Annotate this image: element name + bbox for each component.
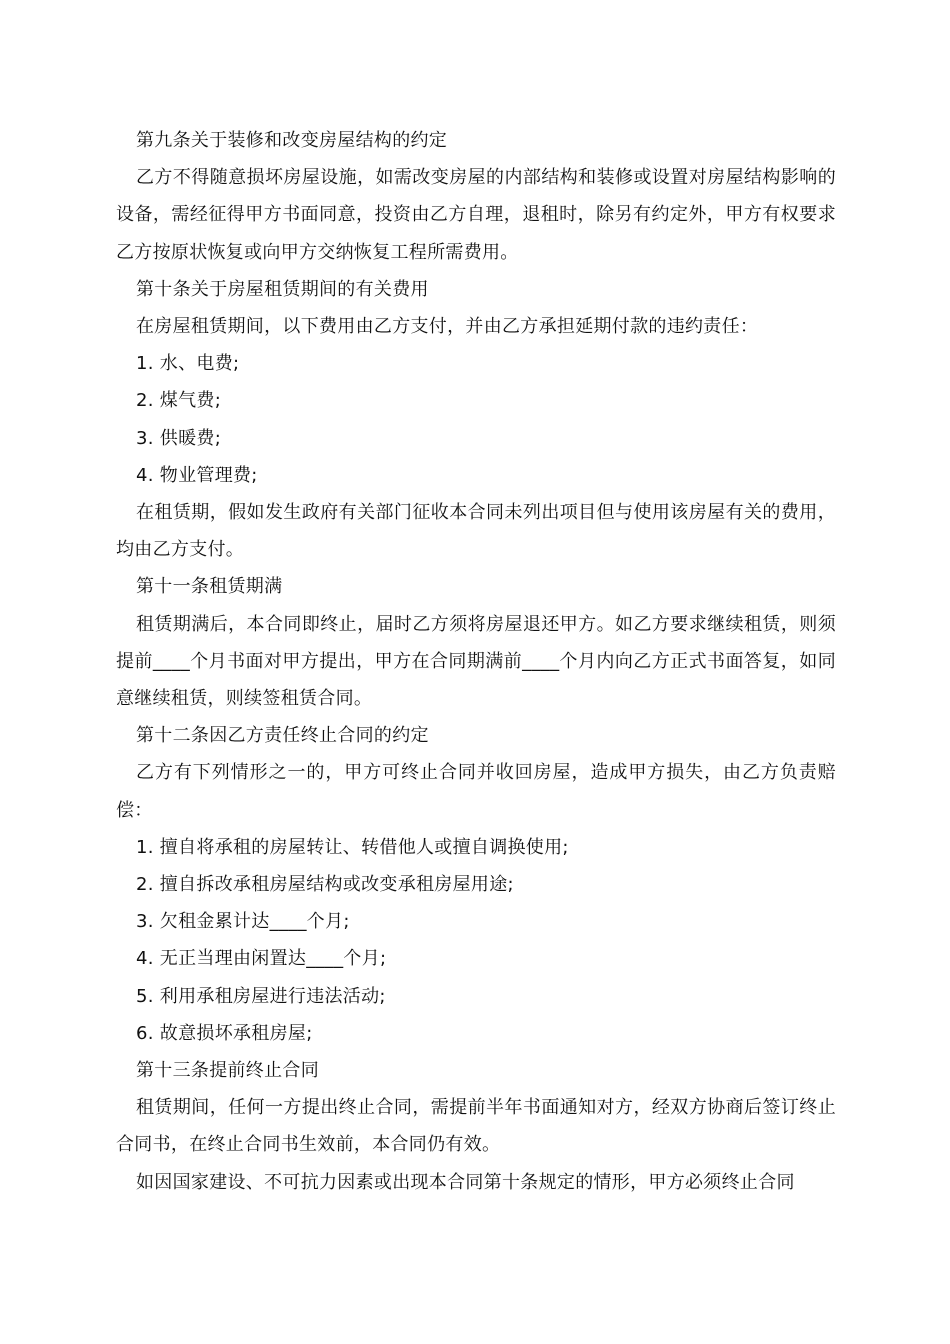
termination-item-2: 2. 擅自拆改承租房屋结构或改变承租房屋用途; xyxy=(136,874,514,896)
article-13-text: 租赁期间，任何一方提出终止合同，需提前半年书面通知对方，经双方协商后签订终止合同书，在终止合同书生效前，本合同仍有效。 xyxy=(116,1097,836,1156)
article-10-heading: 第十条关于房屋租赁期间的有关费用 xyxy=(136,278,429,300)
article-11-text: 租赁期满后，本合同即终止，届时乙方须将房屋退还甲方。如乙方要求继续租赁，则须提前____个月书面对甲方提出，甲方在合同期满前____个月内向乙方正式书面答复，如同意继续租赁，则续签租赁合同。 xyxy=(116,613,836,710)
article-10-intro: 在房屋租赁期间，以下费用由乙方支付，并由乙方承担延期付款的违约责任： xyxy=(136,316,759,338)
document-body xyxy=(116,122,836,1201)
article-10-text: 在租赁期，假如发生政府有关部门征收本合同未列出项目但与使用该房屋有关的费用，均由乙方支付。 xyxy=(116,502,836,561)
termination-item-3: 3. 欠租金累计达____个月; xyxy=(136,911,350,933)
termination-item-1: 1. 擅自将承租的房屋转让、转借他人或擅自调换使用; xyxy=(136,836,569,858)
termination-item-4: 4. 无正当理由闲置达____个月; xyxy=(136,948,387,970)
article-12-heading: 第十二条因乙方责任终止合同的约定 xyxy=(136,725,429,747)
fee-item-4: 4. 物业管理费; xyxy=(136,464,258,486)
article-12-intro: 乙方有下列情形之一的，甲方可终止合同并收回房屋，造成甲方损失，由乙方负责赔偿： xyxy=(116,762,836,821)
article-11-heading: 第十一条租赁期满 xyxy=(136,576,283,598)
fee-item-1: 1. 水、电费; xyxy=(136,353,240,375)
termination-item-5: 5. 利用承租房屋进行违法活动; xyxy=(136,985,386,1007)
fee-item-3: 3. 供暖费; xyxy=(136,427,222,449)
fee-item-2: 2. 煤气费; xyxy=(136,390,222,412)
article-13-text-continued: 如因国家建设、不可抗力因素或出现本合同第十条规定的情形，甲方必须终止合同 xyxy=(136,1171,795,1193)
article-9-heading: 第九条关于装修和改变房屋结构的约定 xyxy=(136,130,448,151)
article-9-text: 乙方不得随意损坏房屋设施，如需改变房屋的内部结构和装修或设置对房屋结构影响的设备，需经征得甲方书面同意，投资由乙方自理，退租时，除另有约定外，甲方有权要求乙方按原状恢复或向甲方交纳恢复工程所需费用。 xyxy=(116,167,836,263)
termination-item-6: 6. 故意损坏承租房屋; xyxy=(136,1022,313,1044)
article-13-heading: 第十三条提前终止合同 xyxy=(136,1060,319,1082)
